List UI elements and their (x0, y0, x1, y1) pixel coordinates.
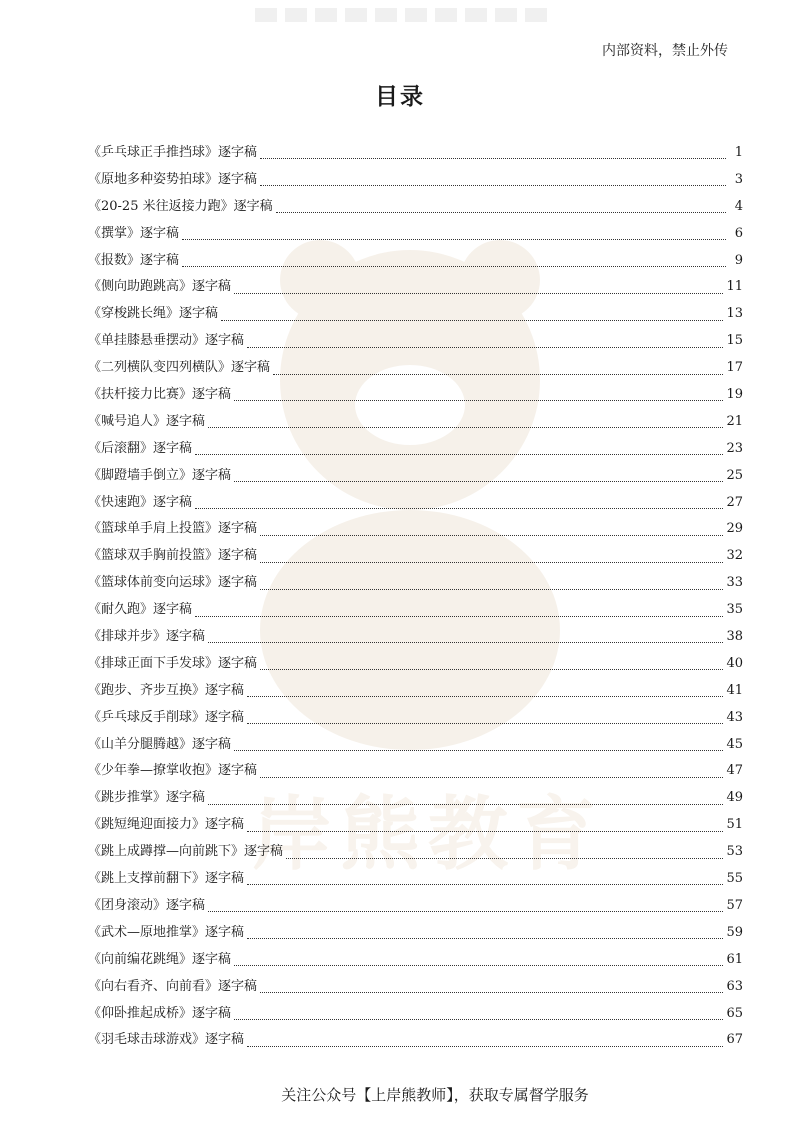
toc-entry-page-number: 11 (726, 279, 743, 295)
toc-entry-page-number: 43 (726, 709, 743, 725)
toc-entry-page-number: 32 (726, 548, 743, 564)
toc-dot-leader (234, 964, 723, 966)
toc-entry-title: 《少年拳—撩掌收抱》逐字稿 (88, 763, 258, 779)
toc-entry-title: 《篮球体前变向运球》逐字稿 (88, 575, 258, 591)
toc-entry[interactable] (88, 705, 743, 732)
toc-entry-page-number: 1 (734, 145, 743, 160)
toc-entry-page-number: 17 (726, 360, 743, 376)
toc-dot-leader (234, 480, 723, 482)
toc-entry-page-number: 19 (726, 387, 743, 403)
toc-entry[interactable] (88, 812, 743, 839)
toc-entry[interactable] (88, 570, 743, 597)
toc-entry[interactable] (88, 947, 743, 974)
toc-dot-leader (234, 292, 723, 294)
toc-entry-page-number: 23 (726, 440, 743, 456)
toc-dot-leader (260, 991, 723, 993)
toc-entry-page-number: 63 (726, 978, 743, 994)
toc-entry-page-number: 25 (726, 467, 743, 483)
toc-dot-leader (182, 238, 726, 240)
toc-entry-title: 《扶杆接力比赛》逐字稿 (88, 387, 232, 403)
toc-entry-page-number: 47 (726, 763, 743, 779)
toc-entry-title: 《排球并步》逐字稿 (88, 629, 206, 645)
toc-dot-leader (260, 157, 726, 159)
toc-dot-leader (195, 615, 723, 617)
toc-dot-leader (260, 668, 723, 670)
toc-entry[interactable] (88, 1001, 743, 1028)
toc-entry-title: 《跳上成蹲撑—向前跳下》逐字稿 (88, 844, 284, 860)
toc-entry[interactable] (88, 382, 743, 409)
toc-entry-title: 《跳上支撑前翻下》逐字稿 (88, 871, 245, 887)
table-of-contents (88, 140, 743, 1054)
toc-dot-leader (247, 722, 723, 724)
toc-entry[interactable] (88, 274, 743, 301)
toc-dot-leader (247, 346, 723, 348)
toc-entry-title: 《向前编花跳绳》逐字稿 (88, 951, 232, 967)
toc-entry-page-number: 41 (726, 682, 743, 698)
confidential-notice: 内部资料，禁止外传 (602, 43, 728, 59)
toc-entry[interactable] (88, 758, 743, 785)
toc-entry[interactable] (88, 516, 743, 543)
toc-entry-title: 《喊号追人》逐字稿 (88, 413, 206, 429)
toc-dot-leader (247, 830, 723, 832)
toc-entry-title: 《乒乓球正手推挡球》逐字稿 (88, 145, 258, 160)
toc-entry-title: 《单挂膝悬垂摆动》逐字稿 (88, 333, 245, 349)
toc-entry-title: 《向右看齐、向前看》逐字稿 (88, 978, 258, 994)
toc-entry-title: 《篮球单手肩上投篮》逐字稿 (88, 521, 258, 537)
toc-dot-leader (260, 776, 723, 778)
toc-entry-page-number: 21 (726, 413, 743, 429)
toc-entry[interactable] (88, 597, 743, 624)
toc-entry-page-number: 67 (726, 1032, 743, 1048)
toc-entry-title: 《二列横队变四列横队》逐字稿 (88, 360, 271, 376)
toc-entry-page-number: 51 (726, 817, 743, 833)
toc-entry-title: 《武术—原地推掌》逐字稿 (88, 924, 245, 940)
toc-entry-title: 《报数》逐字稿 (88, 252, 180, 268)
toc-entry[interactable] (88, 248, 743, 275)
toc-dot-leader (247, 695, 723, 697)
toc-dot-leader (208, 426, 723, 428)
toc-entry-page-number: 55 (726, 871, 743, 887)
toc-entry-page-number: 15 (726, 333, 743, 349)
toc-entry-page-number: 49 (726, 790, 743, 806)
toc-dot-leader (260, 534, 723, 536)
toc-dot-leader (208, 641, 723, 643)
toc-entry[interactable] (88, 678, 743, 705)
toc-entry-title: 《20-25 米往返接力跑》逐字稿 (88, 198, 273, 214)
toc-entry[interactable] (88, 543, 743, 570)
faint-header-strip (255, 8, 555, 22)
toc-dot-leader (221, 319, 723, 321)
toc-entry-page-number: 57 (726, 897, 743, 913)
toc-entry[interactable] (88, 490, 743, 517)
toc-dot-leader (247, 937, 723, 939)
toc-entry[interactable] (88, 409, 743, 436)
toc-entry-page-number: 59 (726, 924, 743, 940)
toc-dot-leader (195, 507, 723, 509)
toc-dot-leader (247, 1045, 723, 1047)
toc-entry-title: 《跳短绳迎面接力》逐字稿 (88, 817, 245, 833)
toc-entry-title: 《脚蹬墙手倒立》逐字稿 (88, 467, 232, 483)
toc-entry[interactable] (88, 221, 743, 248)
toc-entry-page-number: 40 (726, 655, 743, 671)
toc-entry-page-number: 3 (734, 171, 743, 187)
toc-dot-leader (208, 803, 723, 805)
toc-entry[interactable] (88, 732, 743, 759)
toc-entry[interactable] (88, 301, 743, 328)
toc-entry-page-number: 4 (734, 198, 743, 214)
toc-dot-leader (234, 399, 723, 401)
toc-dot-leader (182, 265, 726, 267)
toc-entry[interactable] (88, 839, 743, 866)
watermark-text: 岸熊教育 (252, 788, 604, 881)
toc-entry-title: 《跑步、齐步互换》逐字稿 (88, 682, 245, 698)
toc-dot-leader (208, 910, 723, 912)
toc-entry-title: 《山羊分腿腾越》逐字稿 (88, 736, 232, 752)
toc-entry[interactable] (88, 194, 743, 221)
footer-promo: 关注公众号【上岸熊教师】，获取专属督学服务 (281, 1086, 589, 1104)
toc-entry-title: 《原地多种姿势拍球》逐字稿 (88, 171, 258, 187)
toc-entry-page-number: 33 (726, 575, 743, 591)
toc-entry-page-number: 38 (726, 629, 743, 645)
toc-entry[interactable] (88, 785, 743, 812)
toc-entry-page-number: 9 (734, 252, 743, 268)
toc-entry[interactable] (88, 463, 743, 490)
toc-entry[interactable] (88, 1027, 743, 1054)
toc-entry[interactable] (88, 893, 743, 920)
toc-entry-page-number: 29 (726, 521, 743, 537)
toc-entry[interactable] (88, 140, 743, 167)
toc-dot-leader (286, 857, 723, 859)
toc-dot-leader (273, 373, 723, 375)
toc-entry[interactable] (88, 920, 743, 947)
toc-entry[interactable] (88, 974, 743, 1001)
toc-entry-title: 《排球正面下手发球》逐字稿 (88, 655, 258, 671)
toc-entry-page-number: 45 (726, 736, 743, 752)
toc-entry-page-number: 27 (726, 494, 743, 510)
toc-entry[interactable] (88, 167, 743, 194)
page-title: 目录 (375, 84, 425, 110)
toc-entry-title: 《乒乓球反手削球》逐字稿 (88, 709, 245, 725)
toc-entry[interactable] (88, 866, 743, 893)
toc-entry[interactable] (88, 355, 743, 382)
toc-entry[interactable] (88, 436, 743, 463)
toc-entry[interactable] (88, 651, 743, 678)
toc-entry-page-number: 61 (726, 951, 743, 967)
toc-entry-title: 《穿梭跳长绳》逐字稿 (88, 306, 219, 322)
toc-dot-leader (234, 1018, 723, 1020)
toc-entry-page-number: 6 (734, 225, 743, 241)
toc-entry-title: 《侧向助跑跳高》逐字稿 (88, 279, 232, 295)
toc-dot-leader (260, 561, 723, 563)
toc-entry[interactable] (88, 328, 743, 355)
toc-entry-title: 《羽毛球击球游戏》逐字稿 (88, 1032, 245, 1048)
toc-dot-leader (260, 184, 726, 186)
toc-entry-title: 《撰掌》逐字稿 (88, 225, 180, 241)
toc-entry-title: 《团身滚动》逐字稿 (88, 897, 206, 913)
toc-entry-page-number: 35 (726, 602, 743, 618)
toc-dot-leader (276, 211, 726, 213)
toc-entry-title: 《耐久跑》逐字稿 (88, 602, 193, 618)
toc-dot-leader (234, 749, 723, 751)
toc-entry[interactable] (88, 624, 743, 651)
toc-entry-title: 《仰卧推起成桥》逐字稿 (88, 1005, 232, 1021)
toc-entry-page-number: 53 (726, 844, 743, 860)
toc-dot-leader (247, 883, 723, 885)
toc-dot-leader (195, 453, 723, 455)
toc-entry-title: 《篮球双手胸前投篮》逐字稿 (88, 548, 258, 564)
toc-entry-page-number: 13 (726, 306, 743, 322)
toc-entry-page-number: 65 (726, 1005, 743, 1021)
toc-entry-title: 《后滚翻》逐字稿 (88, 440, 193, 456)
toc-entry-title: 《快速跑》逐字稿 (88, 494, 193, 510)
toc-entry-title: 《跳步推掌》逐字稿 (88, 790, 206, 806)
toc-dot-leader (260, 588, 723, 590)
